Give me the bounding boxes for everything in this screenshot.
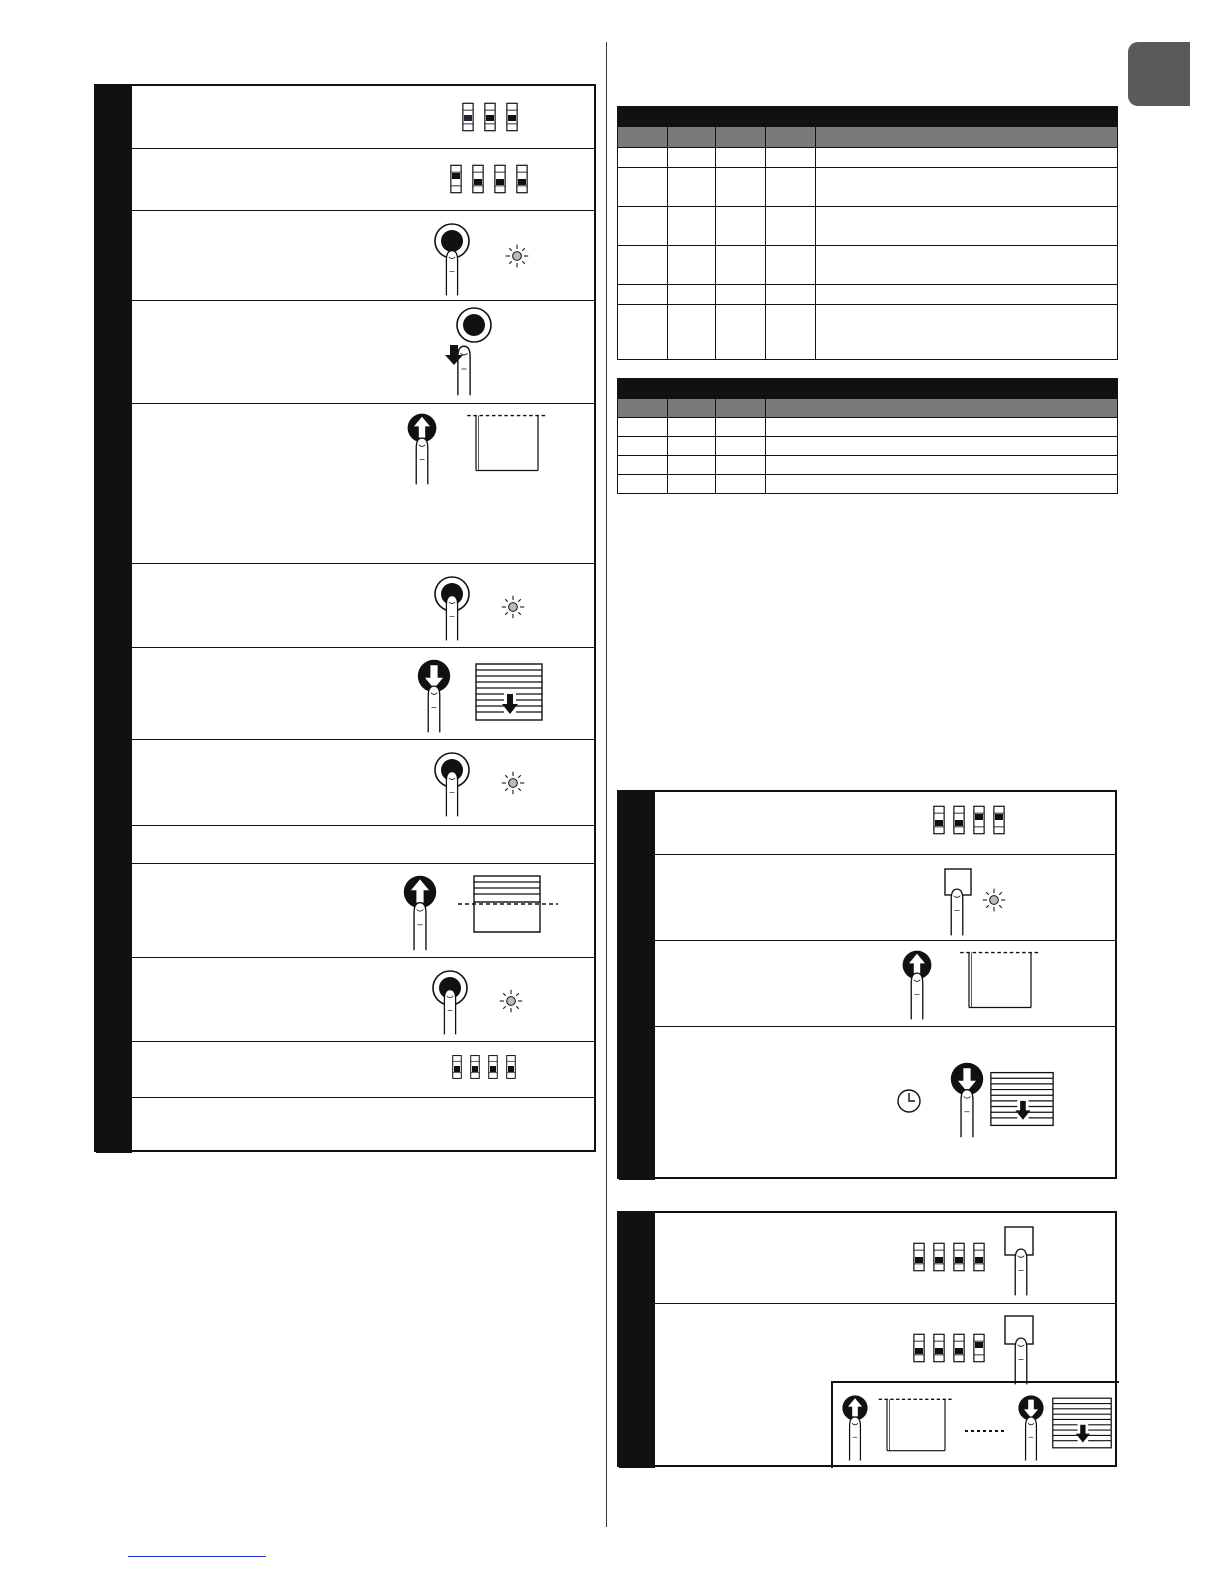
step-1	[96, 86, 594, 148]
roller-shutter-icon	[989, 1069, 1055, 1129]
finger-icon	[947, 1071, 987, 1139]
step-b1	[619, 792, 1115, 854]
sub-divider	[831, 1381, 1119, 1383]
finger-icon	[402, 420, 442, 486]
roller-shutter-icon	[474, 662, 544, 722]
roller-shutter-icon	[458, 874, 558, 936]
step-b2	[619, 854, 1115, 941]
blinking-led-icon	[504, 243, 530, 269]
dip-switch-icon	[933, 804, 1013, 838]
settings-table-b	[617, 378, 1118, 494]
ellipsis-dots	[965, 1428, 1005, 1434]
finger-icon	[937, 871, 977, 937]
step-c1	[619, 1213, 1115, 1303]
step-7	[96, 647, 594, 740]
step-10	[96, 863, 594, 958]
finger-icon	[400, 884, 440, 952]
procedure-steps-left	[94, 84, 596, 1152]
dip-switch-icon	[913, 1332, 993, 1366]
finger-icon	[430, 972, 470, 1036]
finger-icon	[1001, 1231, 1041, 1297]
roller-shutter-icon	[1051, 1396, 1113, 1450]
roller-shutter-icon	[873, 1396, 959, 1454]
blinking-led-icon	[500, 770, 526, 796]
finger-icon	[897, 955, 937, 1021]
step-5	[96, 403, 594, 564]
roller-shutter-icon	[460, 412, 554, 474]
dip-switch-icon	[450, 163, 530, 197]
blinking-led-icon	[500, 594, 526, 620]
dip-switch-icon	[913, 1241, 993, 1275]
footer-link-underline[interactable]	[128, 1556, 266, 1557]
step-b3	[619, 940, 1115, 1027]
finger-icon	[837, 1400, 873, 1462]
roller-shutter-icon	[953, 949, 1047, 1011]
dip-switch-icon	[452, 1054, 522, 1084]
finger-icon	[1013, 1400, 1049, 1462]
step-11	[96, 957, 594, 1042]
step-4	[96, 300, 594, 404]
procedure-steps-b	[617, 790, 1117, 1179]
sub-divider	[831, 1381, 833, 1468]
blinking-led-icon	[981, 887, 1007, 913]
language-tab	[1128, 42, 1190, 106]
step-b4	[619, 1026, 1115, 1180]
step-13	[96, 1097, 594, 1153]
column-divider	[606, 42, 607, 1527]
clock-icon	[895, 1087, 923, 1115]
finger-icon	[414, 668, 454, 734]
step-9	[96, 825, 594, 864]
finger-icon	[432, 578, 472, 642]
step-6	[96, 563, 594, 648]
finger-icon	[432, 233, 472, 297]
procedure-steps-c	[617, 1211, 1117, 1467]
arrow-down-icon	[444, 343, 464, 367]
step-2	[96, 148, 594, 211]
finger-icon	[1001, 1320, 1041, 1386]
finger-icon	[432, 754, 472, 818]
settings-table-a	[617, 106, 1118, 360]
step-3	[96, 210, 594, 301]
step-8	[96, 739, 594, 826]
blinking-led-icon	[498, 988, 524, 1014]
dip-switch-icon	[462, 102, 522, 134]
step-12	[96, 1041, 594, 1098]
step-c2	[619, 1303, 1115, 1468]
